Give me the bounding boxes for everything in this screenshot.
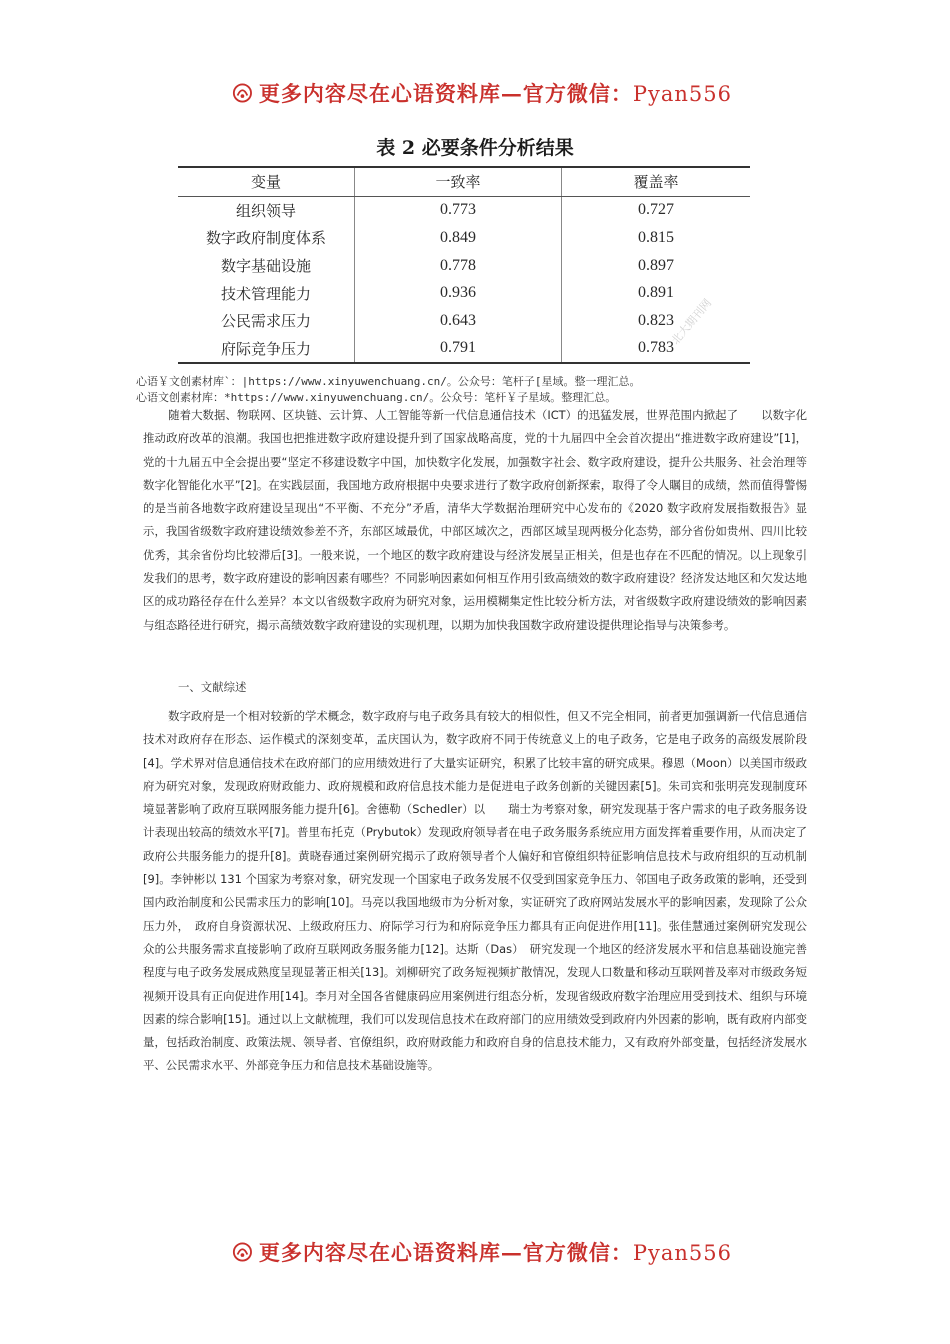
cell-variable: 数字基础设施: [178, 252, 355, 280]
cell-consistency: 0.773: [355, 196, 562, 224]
header-consistency: 一致率: [355, 167, 562, 196]
table-container: [178, 166, 750, 364]
table-row: [178, 252, 750, 280]
cell-consistency: 0.778: [355, 252, 562, 280]
footer-banner: [232, 1232, 732, 1272]
necessary-conditions-table: [178, 166, 750, 364]
table-header-row: [178, 167, 750, 196]
table-row: [178, 335, 750, 364]
table-row: [178, 224, 750, 252]
cell-coverage: 0.727: [638, 201, 674, 219]
source-line: 心语￥文创素材库`：|https://www.xinyuwenchuang.cn/。公众号：笔杆子[星域。整一理汇总。: [136, 375, 641, 388]
table-row: [178, 279, 750, 307]
cell-coverage: 0.897: [638, 256, 674, 274]
cell-consistency: 0.849: [355, 224, 562, 252]
cell-consistency: 0.643: [355, 307, 562, 335]
cell-variable: 数字政府制度体系: [178, 224, 355, 252]
banner-text: 更多内容尽在心语资料库—官方微信：Pyan556: [258, 81, 732, 106]
cell-variable: 组织领导: [178, 196, 355, 224]
table-title: 表 2 必要条件分析结果: [376, 137, 574, 159]
source-line: 心语文创素材库：*https://www.xinyuwenchuang.cn/。公众号：笔杆￥子星域。整理汇总。: [136, 391, 617, 404]
section-heading: 一、文献综述: [178, 680, 247, 694]
table-row: [178, 196, 750, 224]
cell-variable: 府际竞争压力: [178, 335, 355, 364]
header-coverage: 覆盖率: [562, 167, 751, 196]
cell-variable: 公民需求压力: [178, 307, 355, 335]
logo-icon: [232, 76, 253, 110]
logo-icon: [232, 1235, 253, 1269]
wechat-id: Pyan556: [632, 1241, 732, 1265]
cell-coverage: 0.823: [638, 311, 674, 329]
cell-coverage: 0.815: [638, 228, 674, 246]
cell-coverage: 0.891: [638, 284, 674, 302]
table-row: [178, 307, 750, 335]
cell-coverage: 0.783: [638, 339, 674, 357]
journal-watermark: 北大期刊网: [668, 296, 715, 347]
banner-text: 更多内容尽在心语资料库—官方微信：Pyan556: [258, 1240, 732, 1265]
header-variable: 变量: [178, 167, 355, 196]
cell-consistency: 0.791: [355, 335, 562, 364]
literature-review-paragraph: 数字政府是一个相对较新的学术概念，数字政府与电子政务具有较大的相似性，但又不完全相同，前者更加强调新一代信息通信技术对政府存在形态、运作模式的深刻变革，孟庆国认为，数字政府不同于传统意义上的电子政务，它是电子政务的高级发展阶段[4]。学术界对信息通信技术在政府部门的应用绩效进行了大量实证研究，积累了比较丰富的研究成果。穆恩（Moon）以美国市级政府为研究对象，发现政府财政能力、政府规模和政府信息技术能力是促进电子政务创新的关键因素[5]。朱司宾和张明亮发现制度环境显著影响了政府互联网服务能力提升[6]。舍德勒（Schedler）以 瑞士为考察对象，研究发现基于客户需求的电子政务服务设计表现出较高的绩效水平[7]。普里布托克（Prybutok）发现政府领导者在电子政务服务系统应用方面发挥着重要作用，从而决定了政府公共服务能力的提升[8]。黄晓春通过案例研究揭示了政府领导者个人偏好和官僚组织特征影响信息技术与政府组织的互动机制[9]。李钟彬以 131 个国家为考察对象，研究发现一个国家电子政务发展不仅受到国家竞争压力、邻国电子政务政策的影响，还受到国内政治制度和公民需求压力的影响[10]。马亮以我国地级市为分析对象，实证研究了政府网站发展水平的影响因素，发现除了公众压力外， 政府自身资源状况、上级政府压力、府际学习行为和府际竞争压力都具有正向促进作用[11]。张佳慧通过案例研究发现公众的公共服务需求直接影响了政府互联网政务服务能力[12]。达斯（Das） 研究发现一个地区的经济发展水平和信息基础设施完善程度与电子政务发展成熟度呈现显著正相关[13]。刘柳研究了政务短视频扩散情况，发现人口数量和移动互联网普及率对市级政务短视频开设具有正向促进作用[14]。李月对全国各省健康码应用案例进行组态分析，发现省级政府数字治理应用受到技术、组织与环境因素的综合影响[15]。通过以上文献梳理，我们可以发现信息技术在政府部门的应用绩效受到政府内外因素的影响，既有政府内部变量，包括政治制度、政策法规、领导者、官僚组织，政府财政能力和政府自身的信息技术能力，又有政府外部变量，包括经济发展水平、公民需求水平、外部竞争压力和信息技术基础设施等。: [143, 709, 807, 1073]
intro-paragraph: 随着大数据、物联网、区块链、云计算、人工智能等新一代信息通信技术（ICT）的迅猛发展，世界范围内掀起了 以数字化推动政府改革的浪潮。我国也把推进数字政府建设提升到了国家战略高度，党的十九届四中全会首次提出“推进数字政府建设”[1]，党的十九届五中全会提出要“坚定不移建设数字中国，加快数字化发展，加强数字社会、数字政府建设，提升公共服务、社会治理等数字化智能化水平”[2]。在实践层面，我国地方政府根据中央要求进行了数字政府创新探索，取得了令人瞩目的成绩，然而值得警惕的是当前各地数字政府建设呈现出“不平衡、不充分”矛盾，清华大学数据治理研究中心发布的《2020 数字政府发展指数报告》显示，我国省级数字政府建设绩效参差不齐，东部区域最优，中部区域次之，西部区域呈现两极分化态势，部分省份如贵州、四川比较优秀，其余省份均比较滞后[3]。一般来说，一个地区的数字政府建设与经济发展呈正相关，但是也存在不匹配的情况。以上现象引发我们的思考，数字政府建设的影响因素有哪些？不同影响因素如何相互作用引致高绩效的数字政府建设？经济发达地区和欠发达地区的成功路径存在什么差异？本文以省级数字政府为研究对象，运用模糊集定性比较分析方法，对省级数字政府建设绩效的影响因素与组态路径进行研究，揭示高绩效数字政府建设的实现机理，以期为加快我国数字政府建设提供理论指导与决策参考。: [143, 408, 807, 632]
cell-variable: 技术管理能力: [178, 279, 355, 307]
header-banner: [232, 73, 732, 113]
cell-consistency: 0.936: [355, 279, 562, 307]
wechat-id: Pyan556: [632, 82, 732, 106]
